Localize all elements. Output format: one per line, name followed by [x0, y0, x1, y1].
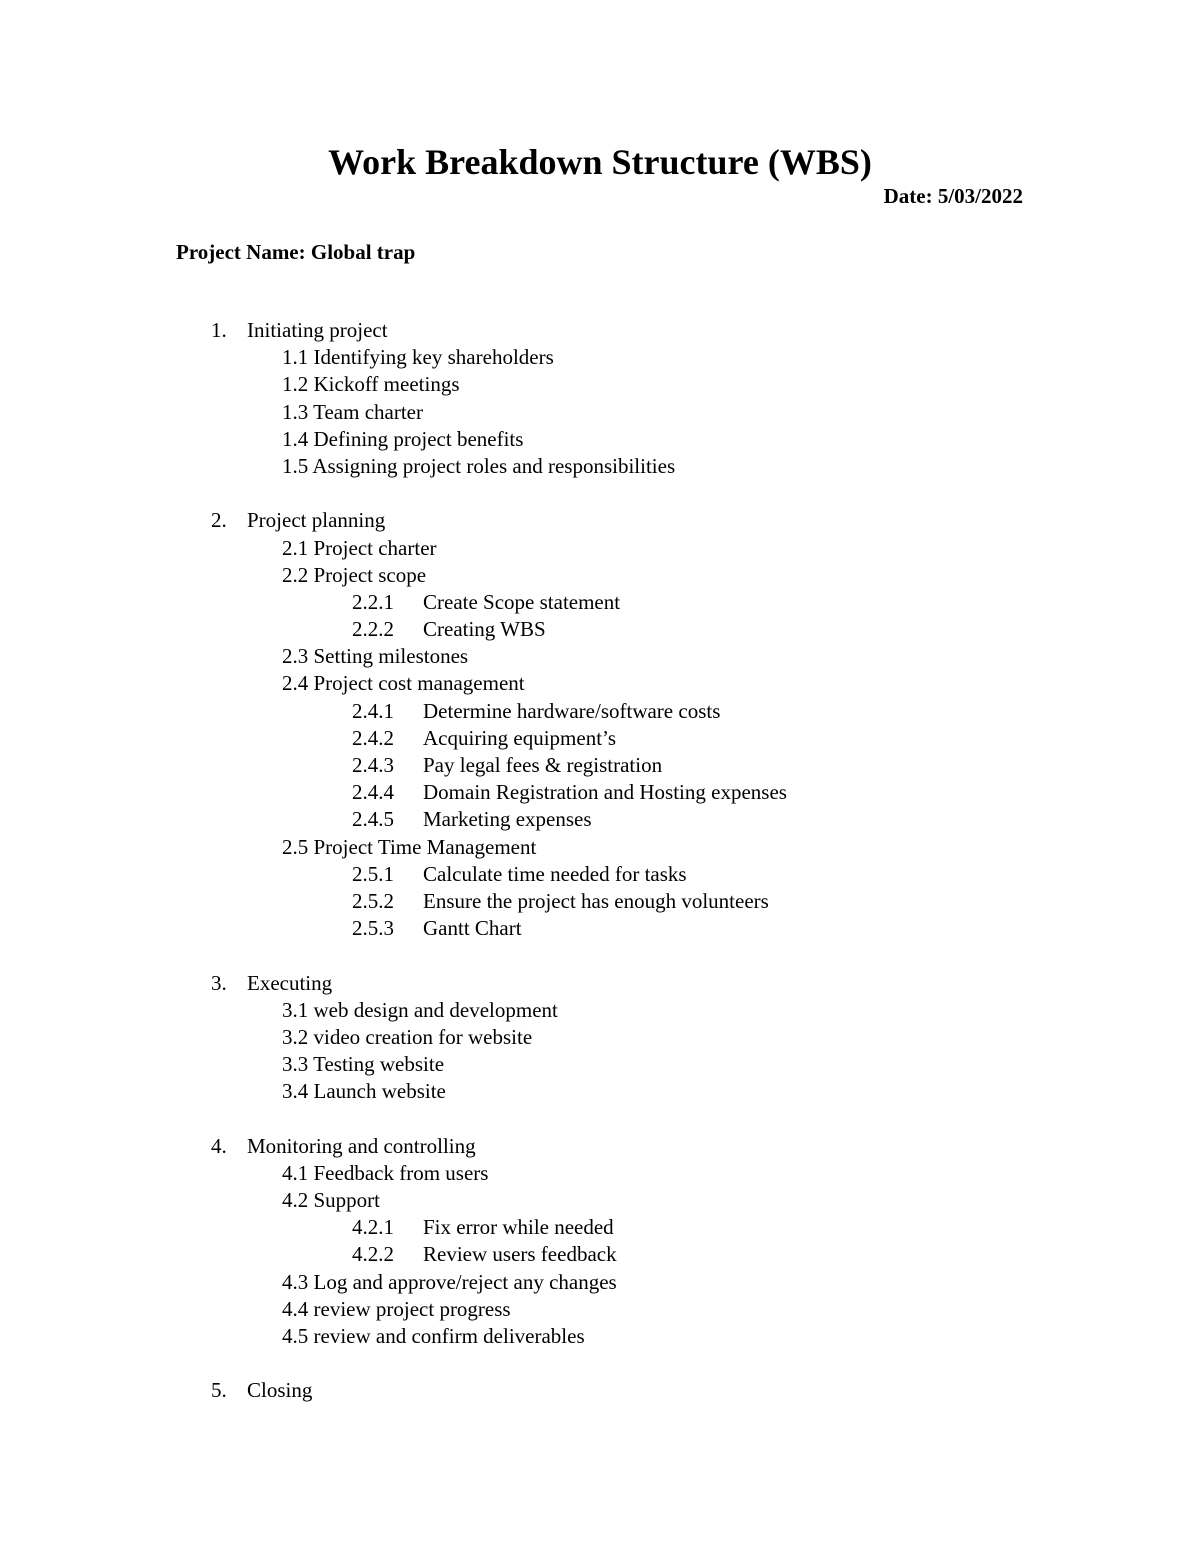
outline-spacer: [0, 1105, 1200, 1132]
outline-subsubitem: [0, 725, 1200, 752]
outline-subitem: [0, 426, 1200, 453]
outline-section: [0, 507, 1200, 534]
subsubitem-number: 4.2.1: [352, 1215, 394, 1240]
subitem-text: 1.5 Assigning project roles and responsibilities: [282, 453, 676, 478]
subsubitem-text: Determine hardware/software costs: [423, 698, 721, 723]
subsubitem-text: Creating WBS: [423, 617, 546, 642]
subitem-text: 1.3 Team charter: [282, 399, 423, 424]
outline-subitem: [0, 1160, 1200, 1187]
subitem-text: 4.5 review and confirm deliverables: [282, 1323, 585, 1348]
outline-subsubitem: [0, 698, 1200, 725]
subitem-text: 2.4 Project cost management: [282, 671, 525, 696]
subsubitem-number: 2.4.1: [352, 698, 394, 723]
subsubitem-text: Review users feedback: [423, 1242, 617, 1267]
outline-subitem: [0, 535, 1200, 562]
outline-section: [0, 317, 1200, 344]
subsubitem-text: Create Scope statement: [423, 589, 621, 614]
section-number: 1.: [211, 318, 227, 342]
outline-subitem: [0, 453, 1200, 480]
outline-subitem: [0, 1024, 1200, 1051]
outline-spacer: [0, 942, 1200, 969]
outline-subsubitem: [0, 779, 1200, 806]
subsubitem-number: 2.4.4: [352, 780, 394, 805]
outline-spacer: [0, 480, 1200, 507]
section-title: Monitoring and controlling: [247, 1133, 476, 1158]
outline-subitem: [0, 997, 1200, 1024]
subitem-text: 4.2 Support: [282, 1188, 381, 1212]
outline-section: [0, 1133, 1200, 1160]
subsubitem-number: 2.2.2: [352, 617, 394, 642]
section-number: 2.: [211, 508, 227, 533]
subitem-text: 2.5 Project Time Management: [282, 834, 537, 859]
subsubitem-text: Marketing expenses: [423, 807, 592, 832]
outline-subitem: [0, 562, 1200, 589]
subsubitem-number: 2.4.3: [352, 753, 394, 777]
subitem-text: 1.2 Kickoff meetings: [282, 372, 460, 397]
subsubitem-number: 2.4.2: [352, 725, 394, 750]
outline-subsubitem: [0, 861, 1200, 888]
subitem-text: 3.3 Testing website: [282, 1052, 445, 1077]
outline-subitem: [0, 1051, 1200, 1078]
outline-subitem: [0, 399, 1200, 426]
subsubitem-text: Pay legal fees & registration: [423, 753, 663, 777]
subitem-text: 1.1 Identifying key shareholders: [282, 345, 554, 370]
subitem-text: 4.4 review project progress: [282, 1296, 511, 1321]
subitem-text: 2.2 Project scope: [282, 562, 427, 587]
outline-subsubitem: [0, 888, 1200, 915]
subsubitem-text: Domain Registration and Hosting expenses: [423, 780, 787, 805]
subitem-text: 2.1 Project charter: [282, 535, 437, 560]
subitem-text: 3.4 Launch website: [282, 1079, 446, 1104]
project-name: Project Name: Global trap: [176, 240, 416, 264]
outline-subitem: [0, 344, 1200, 371]
section-number: 4.: [211, 1133, 227, 1158]
subitem-text: 3.2 video creation for website: [282, 1024, 533, 1049]
subitem-text: 2.3 Setting milestones: [282, 644, 469, 669]
subsubitem-number: 2.4.5: [352, 807, 394, 832]
subitem-text: 1.4 Defining project benefits: [282, 426, 524, 451]
outline-subitem: [0, 670, 1200, 697]
subsubitem-text: Gantt Chart: [423, 916, 522, 941]
section-title: Closing: [247, 1378, 313, 1403]
subsubitem-number: 2.5.1: [352, 861, 394, 886]
subitem-text: 3.1 web design and development: [282, 997, 558, 1022]
section-number: 3.: [211, 970, 227, 995]
document-title: Work Breakdown Structure (WBS): [328, 142, 872, 182]
subsubitem-number: 4.2.2: [352, 1242, 394, 1267]
outline-subsubitem: [0, 915, 1200, 942]
outline-section: [0, 1377, 1200, 1404]
outline-subsubitem: [0, 589, 1200, 616]
outline-subitem: [0, 1187, 1200, 1214]
subsubitem-text: Fix error while needed: [423, 1215, 614, 1240]
outline-subsubitem: [0, 616, 1200, 643]
outline-spacer: [0, 1350, 1200, 1377]
subsubitem-number: 2.5.2: [352, 888, 394, 913]
outline-subitem: [0, 1323, 1200, 1350]
outline-subsubitem: [0, 1241, 1200, 1268]
outline-subitem: [0, 1269, 1200, 1296]
section-number: 5.: [211, 1378, 227, 1403]
section-title: Executing: [247, 970, 333, 995]
subsubitem-text: Ensure the project has enough volunteers: [423, 888, 769, 913]
outline-section: [0, 970, 1200, 997]
outline-subsubitem: [0, 806, 1200, 833]
section-title: Initiating project: [247, 318, 388, 342]
subsubitem-number: 2.2.1: [352, 589, 394, 614]
subitem-text: 4.3 Log and approve/reject any changes: [282, 1269, 617, 1294]
outline-subitem: [0, 834, 1200, 861]
outline-subsubitem: [0, 752, 1200, 779]
subsubitem-text: Acquiring equipment’s: [423, 725, 617, 750]
outline-subitem: [0, 1078, 1200, 1105]
section-title: Project planning: [247, 508, 386, 533]
subsubitem-text: Calculate time needed for tasks: [423, 861, 687, 886]
outline-subitem: [0, 643, 1200, 670]
outline-subitem: [0, 1296, 1200, 1323]
wbs-outline: [0, 317, 1200, 1405]
subsubitem-number: 2.5.3: [352, 916, 394, 941]
subitem-text: 4.1 Feedback from users: [282, 1160, 489, 1185]
outline-subitem: [0, 371, 1200, 398]
document-date: Date: 5/03/2022: [883, 184, 1023, 208]
outline-subsubitem: [0, 1214, 1200, 1241]
